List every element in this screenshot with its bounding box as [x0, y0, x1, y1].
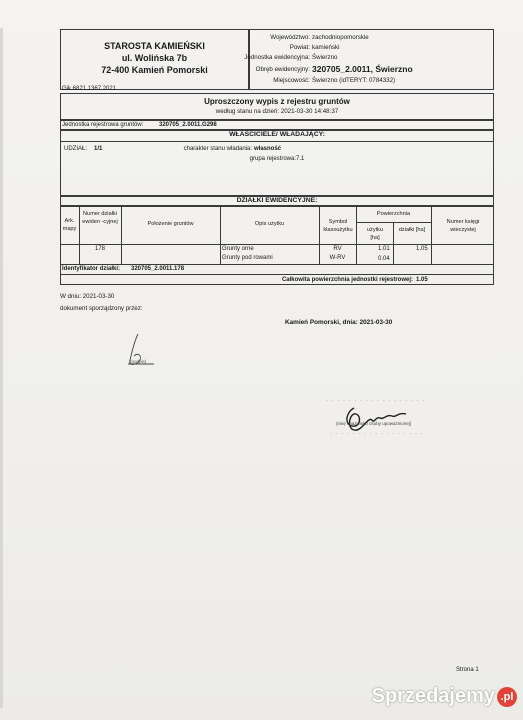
total-value: 1.05	[416, 277, 428, 283]
header-ark: Ark. mapy	[62, 218, 77, 232]
row1-symbol: RV	[333, 246, 342, 252]
total-label: Całkowita powierzchnia jednostki rejestrowej:	[281, 277, 413, 283]
powiat-label: Powiat:	[289, 44, 310, 51]
row2-opis: Grunty pod rowami	[222, 255, 273, 261]
stamp-faint-bottom: - - - - - - - - - - - - - - - - -	[330, 431, 424, 437]
powiat-value: kamieński	[312, 44, 340, 51]
office-name: STAROSTA KAMIEŃSKI	[104, 41, 205, 51]
parcels-heading: DZIAŁKI EWIDENCYJNE:	[236, 197, 318, 204]
office-street: ul. Wolińska 7b	[121, 53, 188, 63]
table-header-rule	[60, 244, 494, 245]
header-ksiega: Numer księgi wieczystej	[446, 219, 480, 233]
signature-caption: (podpis)	[130, 359, 147, 364]
character-label: charakter stanu władania:	[183, 146, 252, 152]
share-value: 1/1	[94, 146, 103, 152]
identifier-value: 320705_2.0011.178	[131, 266, 185, 272]
watermark-brand: Sprzedajemy	[371, 685, 495, 707]
page-fold-shadow	[0, 28, 3, 708]
stamp-faint-top: - - - - - - - - - - - - - - - - - -	[326, 398, 426, 404]
area-subheader-rule	[356, 222, 431, 223]
header-polozenie: Położenie gruntów	[147, 221, 194, 227]
registration-group: grupa rejestrowa:7.1	[249, 156, 305, 162]
table-identifier-rule	[60, 274, 494, 275]
document-title: Uproszczony wypis z rejestru gruntów	[204, 97, 350, 106]
prepared-by: dokument sporządzony przez:	[60, 305, 143, 312]
wojewodztwo-value: zachodniopomorskie	[312, 34, 369, 41]
sprzedajemy-watermark	[372, 685, 517, 708]
row2-uzytku: 0.04	[378, 256, 390, 262]
header-dzialki: działki [ha]	[398, 227, 426, 233]
place-date: Kamień Pomorski, dnia: 2021-03-30	[285, 319, 393, 326]
character-value: własność	[254, 146, 282, 152]
watermark-suffix: .pl	[497, 687, 517, 707]
header-powierzchnia: Powierzchnia	[376, 211, 411, 217]
unit-label: Jednostka rejestrowa gruntów:	[62, 122, 144, 128]
row1-dzialki: 1.05	[416, 246, 428, 252]
owners-heading: WŁAŚCICIELE/ WŁADAJĄCY:	[229, 131, 325, 138]
table-rows-rule	[60, 264, 494, 265]
identifier-label: Identyfikator działki:	[62, 266, 121, 272]
date-line: W dniu: 2021-03-30	[60, 293, 115, 300]
case-number: Gik.6821.1367.2021	[62, 86, 117, 92]
row1-uzytku: 1.01	[378, 246, 390, 252]
office-city: 72-400 Kamień Pomorski	[101, 65, 208, 75]
col-line-3	[220, 206, 221, 264]
obreb-label: Obręb ewidencyjny:	[255, 66, 310, 73]
obreb-value: 320705_2.0011, Świerzno	[312, 64, 413, 74]
col-line-1	[79, 206, 80, 264]
header-numer: Numer działki ewiden -cyjnej	[82, 211, 118, 225]
unit-value: 320705_2.0011.G298	[159, 122, 217, 128]
col-line-2	[121, 206, 122, 264]
owners-heading-rule	[60, 141, 494, 142]
miejscowosc-value: Świerzno (idTERYT: 0784332)	[312, 77, 396, 84]
share-label: UDZIAŁ:	[64, 146, 88, 152]
col-line-7	[431, 206, 432, 264]
header-uzytku: użytku [ha]	[366, 227, 384, 241]
jednostka-value: Świerzno	[312, 54, 338, 61]
document-subtitle: według stanu na dzień: 2021-03-30 14:48:37	[215, 108, 339, 115]
header-symbol: Symbol klasoużytku	[323, 219, 353, 233]
col-line-6	[393, 222, 394, 264]
wojewodztwo-label: Województwo:	[270, 34, 310, 41]
jednostka-label: Jednostka ewidencyjna:	[244, 54, 310, 61]
header-opis: Opis użytku	[254, 221, 285, 227]
row2-symbol: W-RV	[329, 255, 346, 261]
row1-numer: 178	[94, 246, 105, 252]
row1-opis: Grunty orne	[222, 246, 254, 252]
owners-box	[60, 130, 494, 196]
page-number: Strona 1	[456, 667, 479, 673]
stamp-caption: (imię i nazwisko osoby upoważnionej)	[336, 421, 412, 426]
miejscowosc-label: Miejscowość:	[273, 77, 310, 84]
